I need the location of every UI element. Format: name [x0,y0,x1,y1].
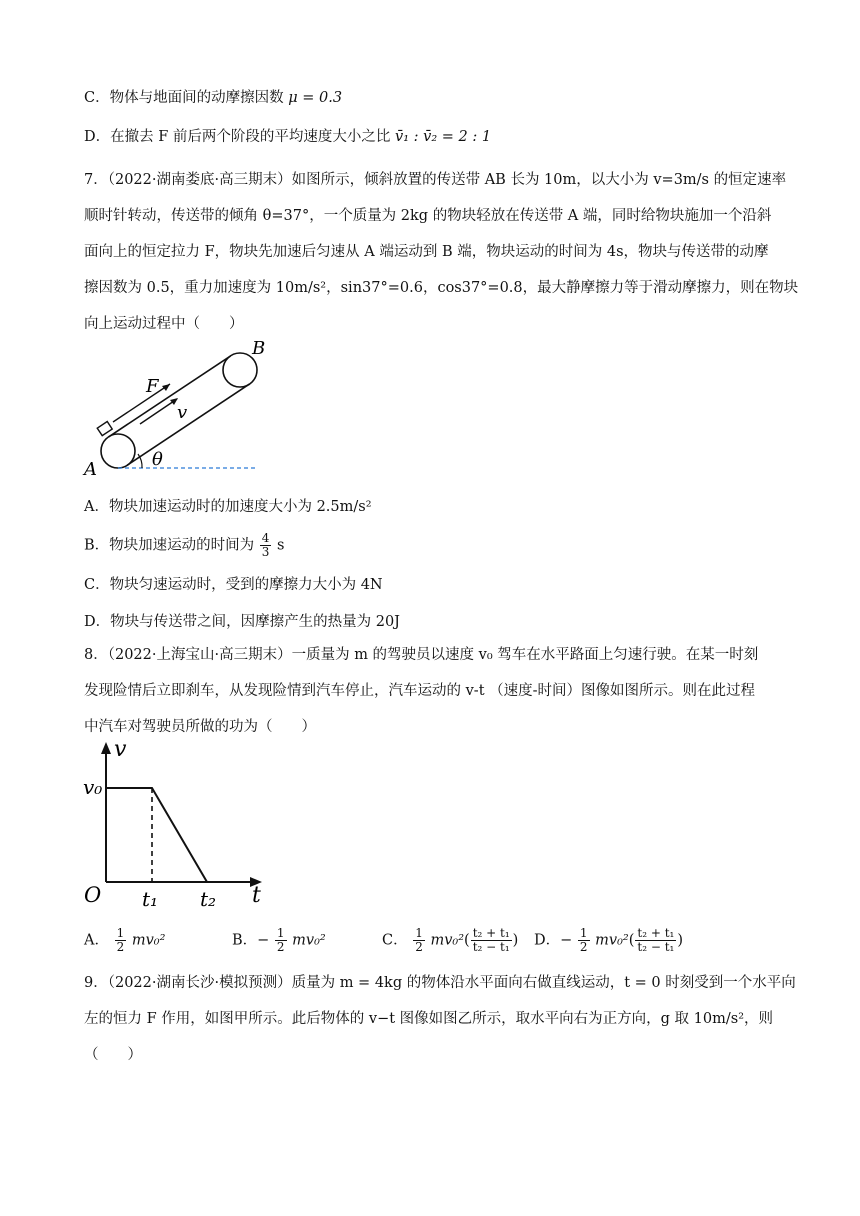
fraction-denominator: 2 [276,940,285,954]
option-expression: mv₀² [595,932,629,949]
block [97,422,112,436]
q8-line-1: 8．（2022·上海宝山·高三期末）一质量为 m 的驾驶员以速度 v₀ 驾车在水平路面上匀速行驶。在某一时刻 [84,647,759,663]
half-fraction [115,927,127,954]
t2-label: t₂ [200,887,217,908]
q8-line-2: 发现险情后立即刹车，从发现险情到汽车停止，汽车运动的 v-t （速度-时间）图像如图所示。则在此过程 [84,683,756,699]
q8-vt-graph [82,738,282,908]
q7-option-b-prefix: B．物块加速运动的时间为 [84,537,255,554]
q6-option-c-text: C．物体与地面间的动摩擦因数 [84,90,284,106]
fraction-denominator: t₂ − t₁ [637,940,675,954]
force-arrow-head [162,384,170,391]
label-b: B [252,338,266,359]
q7-line-1: 7．（2022·湖南娄底·高三期末）如图所示，倾斜放置的传送带 AB 长为 10m，以大小为 v=3m/s 的恒定速率 [84,172,787,188]
axis-label-v: v [114,738,127,762]
q6-option-d-text: D．在撤去 F 前后两个阶段的平均速度大小之比 [84,129,391,145]
v0-label: v₀ [83,775,103,799]
option-expression: mv₀² [292,932,326,949]
q7-option-d: D．物块与传送带之间，因摩擦产生的热量为 20J [84,614,400,630]
fraction-numerator: 4 [261,531,270,545]
option-label: A． [84,932,109,949]
fraction-numerator: 1 [116,926,125,940]
force-arrow [113,384,170,422]
time-fraction [635,927,676,954]
fraction-denominator: t₂ − t₁ [472,940,510,954]
origin-label: O [84,883,102,907]
label-f: F [146,376,159,397]
q7-option-a: A．物块加速运动时的加速度大小为 2.5m/s² [84,499,372,515]
q9-line-1: 9．（2022·湖南长沙·模拟预测）质量为 m = 4kg 的物体沿水平面向右做直线运动，t = 0 时刻受到一个水平向 [84,975,796,991]
q6-option-c [84,88,342,108]
fraction-numerator: t₂ + t₁ [637,926,675,940]
q6-option-d [84,127,491,147]
q7-option-b-fraction [260,532,272,559]
q7-line-4: 擦因数为 0.5，重力加速度为 10m/s²，sin37°=0.6，cos37°=0.8，最大静摩擦力等于滑动摩擦力，则在物块 [84,280,799,296]
q9-line-3: （ ） [84,1047,142,1063]
option-label: C． [382,932,408,949]
q8-line-3: 中汽车对驾驶员所做的功为（ ） [84,719,316,735]
q7-line-2: 顺时针转动，传送带的倾角 θ=37°，一个质量为 2kg 的物块轻放在传送带 A 端，同时给物块施加一个沿斜 [84,208,772,224]
fraction-denominator: 3 [261,545,270,559]
label-v: v [177,402,188,423]
q7-option-b-unit: s [277,537,285,554]
fraction-numerator: t₂ + t₁ [472,926,510,940]
q6-option-d-formula: v̄₁ : v̄₂ = 2 : 1 [395,129,492,145]
half-fraction [413,927,425,954]
q9-line-2: 左的恒力 F 作用，如图甲所示。此后物体的 v−t 图像如图乙所示，取水平向右为正方向，g 取 10m/s²，则 [84,1011,774,1027]
q9-stem [84,965,796,1073]
option-sign: − [560,932,573,949]
time-fraction [471,927,512,954]
q8-stem [84,637,792,745]
q8-option-d: D．− $\frac{1}{2}$ mv₀²( $\frac{\text{t₂ + t₁}}{\text{t₂ − t₁}}$ ) [534,926,684,954]
option-expression: mv₀² [430,932,465,949]
q6-option-c-formula: μ = 0.3 [288,90,343,106]
y-axis-arrow [101,742,111,754]
q8-option-a [84,927,165,954]
label-a: A [84,459,97,480]
t1-label: t₁ [142,887,159,908]
option-expression: mv₀² [131,932,166,949]
fraction-numerator: 1 [276,926,285,940]
q7-option-b [84,532,284,559]
q8-option-c: C． $\frac{1}{2}$ mv₀²( $\frac{\text{t₂ + t₁}}{\text{t₂ − t₁}}$ ) [382,926,519,954]
fraction-denominator: 2 [579,940,588,954]
fraction-numerator: 1 [415,926,423,940]
q7-conveyor-figure [82,334,272,480]
option-label: B． [232,932,258,949]
option-sign: − [257,932,270,949]
q7-line-5: 向上运动过程中（ ） [84,316,244,332]
vt-curve [106,788,207,882]
fraction-numerator: 1 [579,926,588,940]
q7-stem [84,162,799,342]
q8-option-b [232,927,326,954]
option-label: D． [534,932,561,949]
fraction-denominator: 2 [116,940,125,954]
belt-top [109,356,231,437]
q7-line-3: 面向上的恒定拉力 F，物块先加速后匀速从 A 端运动到 B 端，物块运动的时间为 4s，物块与传送带的动摩 [84,244,769,260]
axis-label-t: t [252,883,261,908]
half-fraction [578,927,590,954]
q7-option-c: C．物块匀速运动时，受到的摩擦力大小为 4N [84,577,383,593]
label-theta: θ [152,449,163,470]
half-fraction [275,927,287,954]
fraction-denominator: 2 [415,940,423,954]
